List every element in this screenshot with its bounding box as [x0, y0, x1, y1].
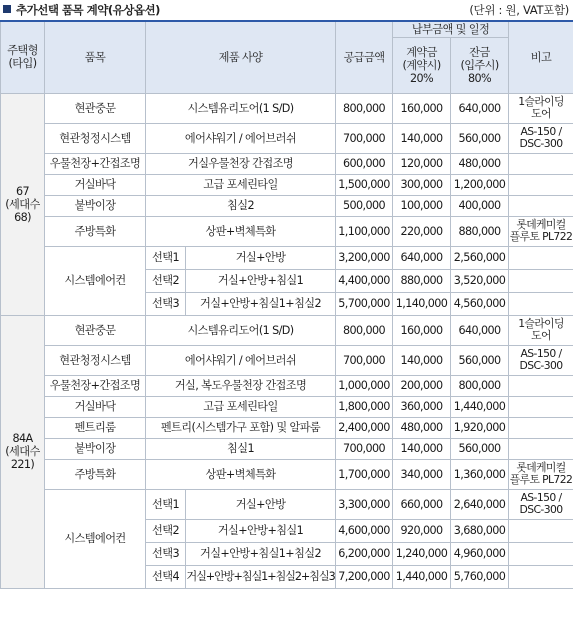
- item-cell: 주방특화: [45, 459, 146, 489]
- item-cell: 주방특화: [45, 216, 146, 246]
- deposit-cell: 480,000: [393, 417, 451, 438]
- spec-cell: 침실1: [146, 438, 336, 459]
- spec-cell: 시스템유리도어(1 S/D): [146, 93, 336, 123]
- item-cell: 현관청정시스템: [45, 123, 146, 153]
- balance-cell: 800,000: [451, 375, 509, 396]
- option-label-cell: 선택1: [146, 489, 186, 519]
- balance-cell: 3,520,000: [451, 269, 509, 292]
- deposit-cell: 340,000: [393, 459, 451, 489]
- table-row: [1, 153, 573, 174]
- remark-text: AS-150 / DSC-300: [519, 491, 563, 516]
- col-header-item: 품목: [45, 21, 146, 93]
- remark-text: AS-150 / DSC-300: [519, 125, 563, 150]
- col-header-type: [1, 21, 45, 93]
- remark-text: 1슬라이딩 도어: [518, 317, 564, 342]
- option-label-cell: 선택3: [146, 542, 186, 565]
- supply-cell: 800,000: [336, 93, 393, 123]
- balance-cell: 560,000: [451, 438, 509, 459]
- item-cell: 시스템에어컨: [45, 246, 146, 315]
- section-header: [0, 0, 573, 20]
- remark-cell: [509, 345, 573, 375]
- balance-cell: 640,000: [451, 93, 509, 123]
- item-cell: 시스템에어컨: [45, 489, 146, 588]
- item-cell: 우물천장+간접조명: [45, 153, 146, 174]
- supply-cell: 1,700,000: [336, 459, 393, 489]
- item-cell: 거실바닥: [45, 396, 146, 417]
- deposit-cell: 200,000: [393, 375, 451, 396]
- balance-cell: 880,000: [451, 216, 509, 246]
- col-header-supply: 공급금액: [336, 21, 393, 93]
- item-cell: 붙박이장: [45, 438, 146, 459]
- remark-cell: [509, 153, 573, 174]
- item-cell: 펜트리룸: [45, 417, 146, 438]
- remark-text: 1슬라이딩 도어: [518, 95, 564, 120]
- item-cell: 우물천장+간접조명: [45, 375, 146, 396]
- remark-cell: [509, 246, 573, 269]
- supply-cell: 1,800,000: [336, 396, 393, 417]
- supply-cell: 500,000: [336, 195, 393, 216]
- col-header-deposit: [393, 37, 451, 93]
- table-row: [1, 375, 573, 396]
- deposit-cell: 120,000: [393, 153, 451, 174]
- col-header-remark: 비고: [509, 21, 573, 93]
- supply-cell: 6,200,000: [336, 542, 393, 565]
- table-row: [1, 123, 573, 153]
- remark-cell: [509, 269, 573, 292]
- spec-cell: 고급 포세린타일: [146, 396, 336, 417]
- deposit-cell: 1,440,000: [393, 565, 451, 588]
- supply-cell: 4,400,000: [336, 269, 393, 292]
- deposit-cell: 1,240,000: [393, 542, 451, 565]
- col-header-payment: 납부금액 및 일정: [393, 21, 509, 37]
- balance-cell: 4,560,000: [451, 292, 509, 315]
- col-header-spec: 제품 사양: [146, 21, 336, 93]
- bullet-square-icon: [3, 5, 11, 13]
- remark-cell: [509, 195, 573, 216]
- table-row: [1, 93, 573, 123]
- supply-cell: 1,100,000: [336, 216, 393, 246]
- spec-cell: 거실+안방: [186, 489, 336, 519]
- deposit-cell: 160,000: [393, 315, 451, 345]
- spec-cell: 시스템유리도어(1 S/D): [146, 315, 336, 345]
- remark-cell: [509, 216, 573, 246]
- item-cell: 현관중문: [45, 93, 146, 123]
- spec-cell: 거실+안방+침실1: [186, 519, 336, 542]
- option-price-table: [0, 20, 573, 589]
- remark-text: 롯데케미컬 플루토 PL722: [509, 218, 573, 243]
- deposit-cell: 920,000: [393, 519, 451, 542]
- table-row: [1, 216, 573, 246]
- remark-cell: [509, 489, 573, 519]
- type-cell: [1, 93, 45, 315]
- remark-cell: [509, 315, 573, 345]
- spec-cell: 거실+안방+침실1+침실2+침실3: [186, 565, 336, 588]
- col-header-type-text: 주택형 (타입): [7, 44, 38, 71]
- supply-cell: 1,000,000: [336, 375, 393, 396]
- balance-cell: 2,640,000: [451, 489, 509, 519]
- col-header-balance-text: 잔금 (입주시) 80%: [460, 45, 499, 85]
- remark-cell: [509, 542, 573, 565]
- spec-cell: 거실, 복도우물천장 간접조명: [146, 375, 336, 396]
- balance-cell: 1,200,000: [451, 174, 509, 195]
- table-row: [1, 246, 573, 269]
- remark-cell: [509, 565, 573, 588]
- option-label-cell: 선택1: [146, 246, 186, 269]
- remark-text: 롯데케미컬 플루토 PL722: [509, 461, 573, 486]
- balance-cell: 480,000: [451, 153, 509, 174]
- supply-cell: 700,000: [336, 438, 393, 459]
- balance-cell: 1,440,000: [451, 396, 509, 417]
- table-row: [1, 345, 573, 375]
- remark-cell: [509, 459, 573, 489]
- spec-cell: 고급 포세린타일: [146, 174, 336, 195]
- spec-cell: 거실+안방+침실1+침실2: [186, 292, 336, 315]
- balance-cell: 1,920,000: [451, 417, 509, 438]
- supply-cell: 1,500,000: [336, 174, 393, 195]
- spec-cell: 에어샤워기 / 에어브러쉬: [146, 345, 336, 375]
- deposit-cell: 140,000: [393, 438, 451, 459]
- item-cell: 붙박이장: [45, 195, 146, 216]
- balance-cell: 640,000: [451, 315, 509, 345]
- spec-cell: 펜트리(시스템가구 포함) 및 알파룸: [146, 417, 336, 438]
- supply-cell: 3,200,000: [336, 246, 393, 269]
- remark-cell: [509, 396, 573, 417]
- supply-cell: 600,000: [336, 153, 393, 174]
- item-cell: 거실바닥: [45, 174, 146, 195]
- table-row: [1, 195, 573, 216]
- balance-cell: 1,360,000: [451, 459, 509, 489]
- table-row: [1, 396, 573, 417]
- table-body: [1, 93, 573, 588]
- deposit-cell: 140,000: [393, 345, 451, 375]
- type-label: 84A (세대수 221): [5, 432, 40, 471]
- option-label-cell: 선택3: [146, 292, 186, 315]
- supply-cell: 800,000: [336, 315, 393, 345]
- balance-cell: 4,960,000: [451, 542, 509, 565]
- table-row: [1, 438, 573, 459]
- deposit-cell: 1,140,000: [393, 292, 451, 315]
- table-row: [1, 315, 573, 345]
- item-cell: 현관청정시스템: [45, 345, 146, 375]
- deposit-cell: 660,000: [393, 489, 451, 519]
- deposit-cell: 300,000: [393, 174, 451, 195]
- remark-cell: [509, 375, 573, 396]
- supply-cell: 700,000: [336, 345, 393, 375]
- type-cell: [1, 315, 45, 588]
- supply-cell: 5,700,000: [336, 292, 393, 315]
- deposit-cell: 640,000: [393, 246, 451, 269]
- deposit-cell: 100,000: [393, 195, 451, 216]
- col-header-deposit-text: 계약금 (계약시) 20%: [402, 45, 441, 85]
- spec-cell: 상판+벽체특화: [146, 216, 336, 246]
- item-cell: 현관중문: [45, 315, 146, 345]
- remark-cell: [509, 438, 573, 459]
- remark-cell: [509, 292, 573, 315]
- spec-cell: 거실+안방+침실1+침실2: [186, 542, 336, 565]
- remark-text: AS-150 / DSC-300: [519, 347, 563, 372]
- unit-note: (단위 : 원, VAT포함): [469, 3, 569, 17]
- supply-cell: 2,400,000: [336, 417, 393, 438]
- supply-cell: 4,600,000: [336, 519, 393, 542]
- deposit-cell: 880,000: [393, 269, 451, 292]
- supply-cell: 3,300,000: [336, 489, 393, 519]
- balance-cell: 5,760,000: [451, 565, 509, 588]
- balance-cell: 560,000: [451, 345, 509, 375]
- spec-cell: 침실2: [146, 195, 336, 216]
- remark-cell: [509, 123, 573, 153]
- table-row: [1, 459, 573, 489]
- spec-cell: 에어샤워기 / 에어브러쉬: [146, 123, 336, 153]
- table-row: [1, 174, 573, 195]
- balance-cell: 3,680,000: [451, 519, 509, 542]
- deposit-cell: 140,000: [393, 123, 451, 153]
- remark-cell: [509, 174, 573, 195]
- col-header-balance: [451, 37, 509, 93]
- spec-cell: 거실우물천장 간접조명: [146, 153, 336, 174]
- type-label: 67 (세대수 68): [5, 184, 40, 224]
- spec-cell: 상판+벽체특화: [146, 459, 336, 489]
- remark-cell: [509, 519, 573, 542]
- section-title: 추가선택 품목 계약(유상옵션): [16, 3, 160, 17]
- deposit-cell: 160,000: [393, 93, 451, 123]
- remark-cell: [509, 417, 573, 438]
- balance-cell: 2,560,000: [451, 246, 509, 269]
- spec-cell: 거실+안방+침실1: [186, 269, 336, 292]
- deposit-cell: 360,000: [393, 396, 451, 417]
- balance-cell: 400,000: [451, 195, 509, 216]
- supply-cell: 7,200,000: [336, 565, 393, 588]
- option-label-cell: 선택2: [146, 269, 186, 292]
- spec-cell: 거실+안방: [186, 246, 336, 269]
- supply-cell: 700,000: [336, 123, 393, 153]
- option-label-cell: 선택4: [146, 565, 186, 588]
- option-label-cell: 선택2: [146, 519, 186, 542]
- table-row: [1, 417, 573, 438]
- remark-cell: [509, 93, 573, 123]
- balance-cell: 560,000: [451, 123, 509, 153]
- deposit-cell: 220,000: [393, 216, 451, 246]
- table-row: [1, 489, 573, 519]
